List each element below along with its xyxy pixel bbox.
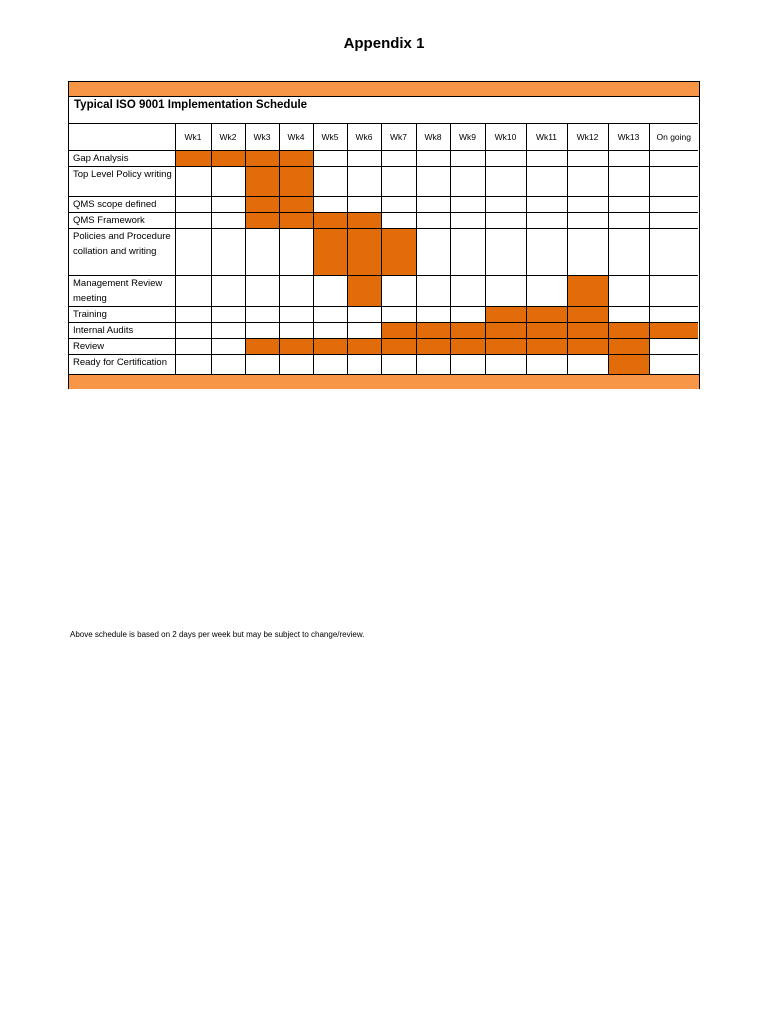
empty-cell: [313, 151, 347, 167]
empty-cell: [608, 167, 649, 197]
scheduled-cell: [450, 339, 485, 355]
week-header: Wk10: [485, 124, 526, 151]
week-header: Wk11: [526, 124, 567, 151]
scheduled-cell: [381, 229, 416, 276]
empty-cell: [567, 197, 608, 213]
empty-cell: [608, 276, 649, 307]
scheduled-cell: [485, 323, 526, 339]
scheduled-cell: [567, 339, 608, 355]
scheduled-cell: [175, 151, 211, 167]
empty-cell: [649, 167, 698, 197]
empty-cell: [450, 307, 485, 323]
empty-cell: [381, 213, 416, 229]
empty-cell: [211, 307, 245, 323]
empty-cell: [608, 307, 649, 323]
week-header: Wk9: [450, 124, 485, 151]
week-header: Wk2: [211, 124, 245, 151]
scheduled-cell: [279, 339, 313, 355]
footer-band: [69, 374, 699, 389]
task-row: [69, 323, 698, 339]
empty-cell: [567, 213, 608, 229]
week-header: Wk7: [381, 124, 416, 151]
scheduled-cell: [608, 323, 649, 339]
empty-cell: [416, 229, 450, 276]
task-label: Ready for Certification: [69, 355, 175, 385]
empty-cell: [175, 339, 211, 355]
empty-cell: [347, 323, 381, 339]
empty-cell: [211, 276, 245, 307]
empty-cell: [211, 197, 245, 213]
scheduled-cell: [211, 151, 245, 167]
empty-cell: [526, 167, 567, 197]
scheduled-cell: [347, 339, 381, 355]
empty-cell: [567, 229, 608, 276]
task-label: Training: [69, 307, 175, 323]
scheduled-cell: [245, 197, 279, 213]
empty-cell: [175, 276, 211, 307]
empty-cell: [416, 276, 450, 307]
empty-cell: [567, 167, 608, 197]
scheduled-cell: [450, 323, 485, 339]
scheduled-cell: [313, 339, 347, 355]
empty-cell: [649, 213, 698, 229]
empty-cell: [608, 213, 649, 229]
week-header: Wk5: [313, 124, 347, 151]
empty-cell: [175, 307, 211, 323]
scheduled-cell: [608, 339, 649, 355]
week-header: Wk6: [347, 124, 381, 151]
empty-cell: [245, 276, 279, 307]
schedule-table: [69, 123, 698, 385]
task-row: [69, 307, 698, 323]
empty-cell: [526, 197, 567, 213]
scheduled-cell: [526, 323, 567, 339]
task-label: Review: [69, 339, 175, 355]
empty-cell: [416, 167, 450, 197]
scheduled-cell: [485, 339, 526, 355]
header-corner-cell: [69, 124, 175, 151]
task-row: [69, 339, 698, 355]
empty-cell: [485, 229, 526, 276]
scheduled-cell: [381, 323, 416, 339]
empty-cell: [485, 197, 526, 213]
empty-cell: [526, 229, 567, 276]
empty-cell: [485, 213, 526, 229]
empty-cell: [211, 229, 245, 276]
scheduled-cell: [567, 307, 608, 323]
scheduled-cell: [485, 307, 526, 323]
empty-cell: [526, 151, 567, 167]
empty-cell: [526, 276, 567, 307]
scheduled-cell: [245, 339, 279, 355]
empty-cell: [450, 229, 485, 276]
empty-cell: [450, 167, 485, 197]
scheduled-cell: [416, 323, 450, 339]
schedule-title: Typical ISO 9001 Implementation Schedule: [74, 99, 308, 111]
empty-cell: [381, 307, 416, 323]
empty-cell: [245, 229, 279, 276]
empty-cell: [649, 197, 698, 213]
scheduled-cell: [279, 167, 313, 197]
empty-cell: [567, 151, 608, 167]
empty-cell: [279, 276, 313, 307]
empty-cell: [450, 151, 485, 167]
week-header: Wk12: [567, 124, 608, 151]
task-row: [69, 197, 698, 213]
week-header-row: [69, 124, 698, 151]
scheduled-cell: [567, 323, 608, 339]
week-header: Wk1: [175, 124, 211, 151]
empty-cell: [211, 213, 245, 229]
document-title: Appendix 1: [343, 35, 425, 52]
week-header: On going: [649, 124, 698, 151]
week-header: Wk13: [608, 124, 649, 151]
task-row: [69, 229, 698, 276]
empty-cell: [485, 276, 526, 307]
empty-cell: [279, 229, 313, 276]
empty-cell: [313, 307, 347, 323]
scheduled-cell: [313, 213, 347, 229]
week-header: Wk4: [279, 124, 313, 151]
empty-cell: [450, 276, 485, 307]
scheduled-cell: [381, 339, 416, 355]
empty-cell: [313, 276, 347, 307]
scheduled-cell: [245, 213, 279, 229]
scheduled-cell: [416, 339, 450, 355]
empty-cell: [649, 307, 698, 323]
task-label: Policies and Procedure collation and writing: [69, 229, 175, 276]
empty-cell: [175, 323, 211, 339]
empty-cell: [279, 323, 313, 339]
empty-cell: [211, 167, 245, 197]
task-label: Management Review meeting: [69, 276, 175, 307]
empty-cell: [649, 151, 698, 167]
empty-cell: [381, 167, 416, 197]
task-row: [69, 213, 698, 229]
scheduled-cell: [279, 213, 313, 229]
empty-cell: [450, 197, 485, 213]
task-label: Internal Audits: [69, 323, 175, 339]
task-label: Gap Analysis: [69, 151, 175, 167]
empty-cell: [347, 167, 381, 197]
empty-cell: [175, 197, 211, 213]
empty-cell: [175, 229, 211, 276]
task-row: [69, 276, 698, 307]
task-label: QMS scope defined: [69, 197, 175, 213]
week-header: Wk3: [245, 124, 279, 151]
scheduled-cell: [245, 167, 279, 197]
empty-cell: [313, 197, 347, 213]
empty-cell: [381, 197, 416, 213]
task-label: QMS Framework: [69, 213, 175, 229]
empty-cell: [279, 307, 313, 323]
task-row: [69, 167, 698, 197]
scheduled-cell: [313, 229, 347, 276]
scheduled-cell: [526, 339, 567, 355]
week-header: Wk8: [416, 124, 450, 151]
empty-cell: [175, 213, 211, 229]
empty-cell: [485, 167, 526, 197]
scheduled-cell: [347, 229, 381, 276]
scheduled-cell: [279, 197, 313, 213]
empty-cell: [347, 151, 381, 167]
empty-cell: [313, 323, 347, 339]
empty-cell: [175, 167, 211, 197]
header-band: [69, 82, 699, 97]
empty-cell: [608, 229, 649, 276]
empty-cell: [347, 197, 381, 213]
empty-cell: [381, 276, 416, 307]
scheduled-cell: [279, 151, 313, 167]
empty-cell: [245, 323, 279, 339]
empty-cell: [608, 197, 649, 213]
scheduled-cell: [245, 151, 279, 167]
task-label: Top Level Policy writing: [69, 167, 175, 197]
empty-cell: [347, 307, 381, 323]
empty-cell: [416, 151, 450, 167]
scheduled-cell: [347, 276, 381, 307]
empty-cell: [450, 213, 485, 229]
empty-cell: [485, 151, 526, 167]
empty-cell: [416, 197, 450, 213]
empty-cell: [608, 151, 649, 167]
empty-cell: [416, 307, 450, 323]
scheduled-cell: [649, 323, 698, 339]
empty-cell: [313, 167, 347, 197]
empty-cell: [649, 229, 698, 276]
scheduled-cell: [567, 276, 608, 307]
empty-cell: [245, 307, 279, 323]
empty-cell: [526, 213, 567, 229]
task-row: [69, 151, 698, 167]
schedule-note: Above schedule is based on 2 days per week but may be subject to change/review.: [70, 630, 365, 639]
empty-cell: [649, 276, 698, 307]
scheduled-cell: [526, 307, 567, 323]
empty-cell: [649, 339, 698, 355]
empty-cell: [211, 323, 245, 339]
empty-cell: [381, 151, 416, 167]
empty-cell: [211, 339, 245, 355]
schedule-frame: [68, 81, 700, 389]
scheduled-cell: [347, 213, 381, 229]
empty-cell: [416, 213, 450, 229]
